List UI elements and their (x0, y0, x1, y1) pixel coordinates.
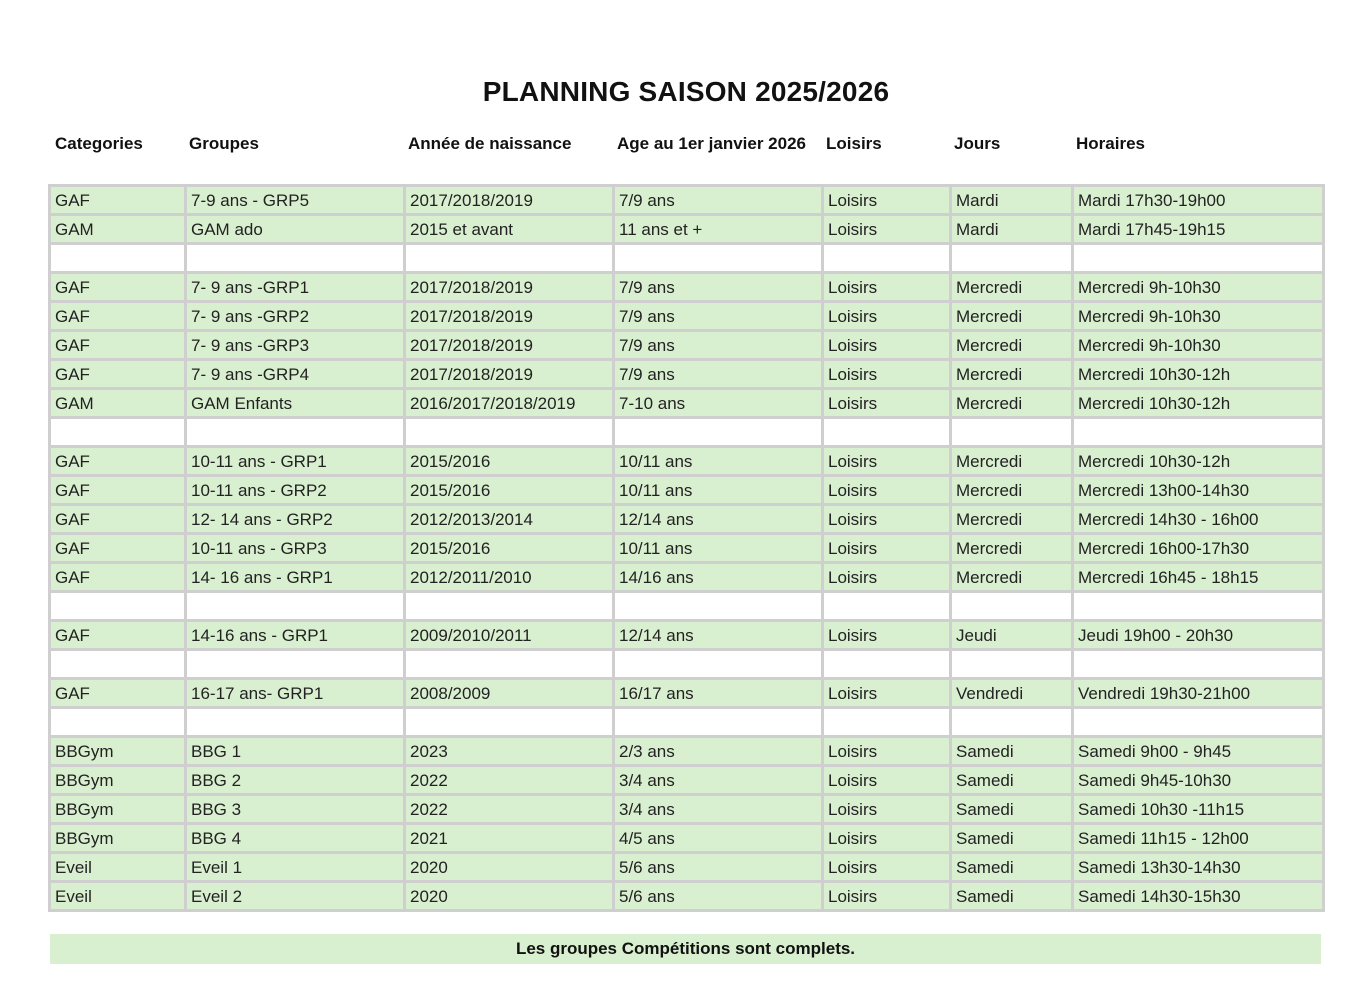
table-row (50, 273, 1324, 302)
cell-birth-year: 2017/2018/2019 (405, 302, 614, 331)
header-jours: Jours (954, 134, 1001, 153)
cell-schedule (1073, 418, 1324, 447)
cell-birth-year: 2017/2018/2019 (405, 331, 614, 360)
header-annee-naissance: Année de naissance (408, 134, 572, 153)
header-categories: Categories (55, 134, 143, 153)
cell-birth-year: 2017/2018/2019 (405, 360, 614, 389)
cell-age: 3/4 ans (614, 795, 823, 824)
cell-leisure: Loisirs (823, 302, 951, 331)
cell-group: 7-9 ans - GRP5 (186, 186, 405, 215)
cell-schedule (1073, 708, 1324, 737)
cell-leisure: Loisirs (823, 389, 951, 418)
spacer-row (50, 244, 1324, 273)
table-row (50, 215, 1324, 244)
cell-schedule (1073, 650, 1324, 679)
cell-day (951, 592, 1073, 621)
cell-age: 11 ans et + (614, 215, 823, 244)
cell-category: GAF (50, 273, 186, 302)
cell-age: 12/14 ans (614, 621, 823, 650)
cell-birth-year: 2023 (405, 737, 614, 766)
cell-birth-year: 2015/2016 (405, 534, 614, 563)
cell-age: 12/14 ans (614, 505, 823, 534)
cell-group: GAM ado (186, 215, 405, 244)
schedule-table (48, 184, 1325, 912)
cell-category: GAF (50, 534, 186, 563)
table-row (50, 534, 1324, 563)
cell-schedule: Mercredi 10h30-12h (1073, 389, 1324, 418)
table-row (50, 360, 1324, 389)
cell-age: 3/4 ans (614, 766, 823, 795)
header-age: Age au 1er janvier 2026 (617, 134, 807, 153)
cell-birth-year: 2008/2009 (405, 679, 614, 708)
table-row (50, 331, 1324, 360)
cell-group: BBG 3 (186, 795, 405, 824)
cell-leisure: Loisirs (823, 679, 951, 708)
cell-birth-year: 2022 (405, 795, 614, 824)
cell-leisure: Loisirs (823, 853, 951, 882)
cell-day: Mercredi (951, 273, 1073, 302)
cell-leisure: Loisirs (823, 534, 951, 563)
cell-group: 10-11 ans - GRP3 (186, 534, 405, 563)
cell-category: GAF (50, 447, 186, 476)
cell-schedule: Samedi 10h30 -11h15 (1073, 795, 1324, 824)
cell-birth-year: 2015 et avant (405, 215, 614, 244)
cell-leisure: Loisirs (823, 331, 951, 360)
cell-age: 5/6 ans (614, 882, 823, 911)
cell-schedule: Mercredi 10h30-12h (1073, 360, 1324, 389)
table-row (50, 186, 1324, 215)
cell-day: Samedi (951, 766, 1073, 795)
cell-leisure (823, 592, 951, 621)
cell-birth-year: 2012/2013/2014 (405, 505, 614, 534)
cell-age: 7-10 ans (614, 389, 823, 418)
cell-schedule: Mercredi 16h00-17h30 (1073, 534, 1324, 563)
cell-day: Samedi (951, 795, 1073, 824)
table-row (50, 621, 1324, 650)
table-row (50, 824, 1324, 853)
table-row (50, 447, 1324, 476)
cell-leisure: Loisirs (823, 621, 951, 650)
cell-birth-year: 2016/2017/2018/2019 (405, 389, 614, 418)
cell-schedule (1073, 592, 1324, 621)
cell-schedule: Mercredi 14h30 - 16h00 (1073, 505, 1324, 534)
cell-category: GAM (50, 389, 186, 418)
cell-day (951, 708, 1073, 737)
cell-category (50, 650, 186, 679)
cell-group: 10-11 ans - GRP1 (186, 447, 405, 476)
cell-category: GAF (50, 563, 186, 592)
cell-age: 10/11 ans (614, 476, 823, 505)
cell-group (186, 418, 405, 447)
cell-age: 14/16 ans (614, 563, 823, 592)
cell-leisure: Loisirs (823, 447, 951, 476)
cell-group: 7- 9 ans -GRP4 (186, 360, 405, 389)
cell-group: BBG 4 (186, 824, 405, 853)
cell-birth-year: 2009/2010/2011 (405, 621, 614, 650)
cell-age: 7/9 ans (614, 186, 823, 215)
cell-category: BBGym (50, 737, 186, 766)
cell-leisure (823, 650, 951, 679)
cell-day: Mercredi (951, 476, 1073, 505)
cell-birth-year: 2015/2016 (405, 476, 614, 505)
cell-leisure: Loisirs (823, 505, 951, 534)
cell-birth-year (405, 244, 614, 273)
cell-day: Mercredi (951, 302, 1073, 331)
cell-group: 7- 9 ans -GRP1 (186, 273, 405, 302)
cell-day: Mercredi (951, 534, 1073, 563)
cell-group: 14- 16 ans - GRP1 (186, 563, 405, 592)
cell-leisure (823, 708, 951, 737)
table-row (50, 302, 1324, 331)
cell-group (186, 592, 405, 621)
spacer-row (50, 418, 1324, 447)
cell-schedule: Mercredi 10h30-12h (1073, 447, 1324, 476)
cell-group: Eveil 1 (186, 853, 405, 882)
cell-group: 7- 9 ans -GRP2 (186, 302, 405, 331)
cell-day (951, 244, 1073, 273)
table-row (50, 679, 1324, 708)
cell-group: GAM Enfants (186, 389, 405, 418)
cell-day: Mercredi (951, 563, 1073, 592)
cell-age (614, 244, 823, 273)
cell-age: 5/6 ans (614, 853, 823, 882)
cell-birth-year: 2017/2018/2019 (405, 186, 614, 215)
cell-group (186, 244, 405, 273)
cell-category: GAF (50, 186, 186, 215)
cell-schedule: Samedi 13h30-14h30 (1073, 853, 1324, 882)
cell-category: GAF (50, 476, 186, 505)
table-row (50, 389, 1324, 418)
cell-schedule: Samedi 14h30-15h30 (1073, 882, 1324, 911)
cell-group: 12- 14 ans - GRP2 (186, 505, 405, 534)
cell-day: Mardi (951, 215, 1073, 244)
cell-age (614, 650, 823, 679)
cell-day: Mercredi (951, 360, 1073, 389)
table-row (50, 795, 1324, 824)
cell-birth-year (405, 592, 614, 621)
cell-category: GAM (50, 215, 186, 244)
cell-day (951, 418, 1073, 447)
cell-leisure: Loisirs (823, 273, 951, 302)
cell-category: GAF (50, 360, 186, 389)
cell-birth-year: 2015/2016 (405, 447, 614, 476)
cell-age: 7/9 ans (614, 360, 823, 389)
cell-category: GAF (50, 621, 186, 650)
cell-leisure: Loisirs (823, 824, 951, 853)
cell-leisure: Loisirs (823, 766, 951, 795)
cell-day: Mardi (951, 186, 1073, 215)
table-row (50, 505, 1324, 534)
cell-schedule: Samedi 11h15 - 12h00 (1073, 824, 1324, 853)
cell-age (614, 418, 823, 447)
cell-birth-year (405, 708, 614, 737)
table-row (50, 563, 1324, 592)
cell-schedule: Jeudi 19h00 - 20h30 (1073, 621, 1324, 650)
cell-group (186, 650, 405, 679)
cell-age: 2/3 ans (614, 737, 823, 766)
cell-category: BBGym (50, 824, 186, 853)
cell-birth-year: 2021 (405, 824, 614, 853)
cell-leisure: Loisirs (823, 360, 951, 389)
cell-schedule: Samedi 9h00 - 9h45 (1073, 737, 1324, 766)
cell-schedule: Samedi 9h45-10h30 (1073, 766, 1324, 795)
table-row (50, 766, 1324, 795)
cell-leisure: Loisirs (823, 795, 951, 824)
cell-leisure: Loisirs (823, 186, 951, 215)
cell-schedule (1073, 244, 1324, 273)
cell-age (614, 708, 823, 737)
cell-birth-year (405, 418, 614, 447)
cell-group: BBG 2 (186, 766, 405, 795)
cell-category: GAF (50, 331, 186, 360)
page-title: PLANNING SAISON 2025/2026 (482, 76, 890, 107)
cell-day (951, 650, 1073, 679)
cell-day: Mercredi (951, 331, 1073, 360)
cell-category: Eveil (50, 882, 186, 911)
cell-age: 7/9 ans (614, 302, 823, 331)
table-row (50, 853, 1324, 882)
cell-leisure: Loisirs (823, 476, 951, 505)
cell-birth-year (405, 650, 614, 679)
cell-leisure (823, 418, 951, 447)
column-headers (48, 134, 1322, 156)
cell-category: GAF (50, 505, 186, 534)
footer-note: Les groupes Compétitions sont complets. (50, 934, 1321, 964)
cell-category: BBGym (50, 795, 186, 824)
cell-schedule: Mercredi 16h45 - 18h15 (1073, 563, 1324, 592)
cell-group (186, 708, 405, 737)
cell-age: 10/11 ans (614, 534, 823, 563)
cell-birth-year: 2020 (405, 882, 614, 911)
cell-day: Vendredi (951, 679, 1073, 708)
spacer-row (50, 650, 1324, 679)
table-row (50, 737, 1324, 766)
cell-schedule: Mercredi 13h00-14h30 (1073, 476, 1324, 505)
cell-age: 4/5 ans (614, 824, 823, 853)
header-loisirs: Loisirs (826, 134, 882, 153)
cell-age: 7/9 ans (614, 273, 823, 302)
cell-leisure (823, 244, 951, 273)
cell-day: Samedi (951, 853, 1073, 882)
cell-group: Eveil 2 (186, 882, 405, 911)
cell-day: Samedi (951, 882, 1073, 911)
cell-category: Eveil (50, 853, 186, 882)
header-horaires: Horaires (1076, 134, 1145, 153)
cell-category (50, 418, 186, 447)
cell-category: GAF (50, 302, 186, 331)
cell-category: BBGym (50, 766, 186, 795)
cell-schedule: Vendredi 19h30-21h00 (1073, 679, 1324, 708)
cell-birth-year: 2017/2018/2019 (405, 273, 614, 302)
table-row (50, 476, 1324, 505)
cell-category (50, 244, 186, 273)
cell-schedule: Mercredi 9h-10h30 (1073, 331, 1324, 360)
spacer-row (50, 708, 1324, 737)
cell-day: Mercredi (951, 447, 1073, 476)
cell-leisure: Loisirs (823, 215, 951, 244)
cell-schedule: Mardi 17h45-19h15 (1073, 215, 1324, 244)
cell-leisure: Loisirs (823, 737, 951, 766)
cell-group: 16-17 ans- GRP1 (186, 679, 405, 708)
cell-schedule: Mercredi 9h-10h30 (1073, 302, 1324, 331)
cell-day: Samedi (951, 737, 1073, 766)
cell-birth-year: 2020 (405, 853, 614, 882)
cell-leisure: Loisirs (823, 563, 951, 592)
cell-age: 7/9 ans (614, 331, 823, 360)
cell-category (50, 592, 186, 621)
cell-schedule: Mercredi 9h-10h30 (1073, 273, 1324, 302)
table-row (50, 882, 1324, 911)
cell-day: Samedi (951, 824, 1073, 853)
cell-birth-year: 2022 (405, 766, 614, 795)
cell-leisure: Loisirs (823, 882, 951, 911)
cell-age: 10/11 ans (614, 447, 823, 476)
cell-group: 14-16 ans - GRP1 (186, 621, 405, 650)
cell-schedule: Mardi 17h30-19h00 (1073, 186, 1324, 215)
cell-age (614, 592, 823, 621)
cell-category (50, 708, 186, 737)
cell-age: 16/17 ans (614, 679, 823, 708)
cell-group: 10-11 ans - GRP2 (186, 476, 405, 505)
cell-day: Jeudi (951, 621, 1073, 650)
spacer-row (50, 592, 1324, 621)
cell-day: Mercredi (951, 505, 1073, 534)
cell-group: BBG 1 (186, 737, 405, 766)
header-groupes: Groupes (189, 134, 259, 153)
cell-day: Mercredi (951, 389, 1073, 418)
cell-birth-year: 2012/2011/2010 (405, 563, 614, 592)
cell-category: GAF (50, 679, 186, 708)
cell-group: 7- 9 ans -GRP3 (186, 331, 405, 360)
